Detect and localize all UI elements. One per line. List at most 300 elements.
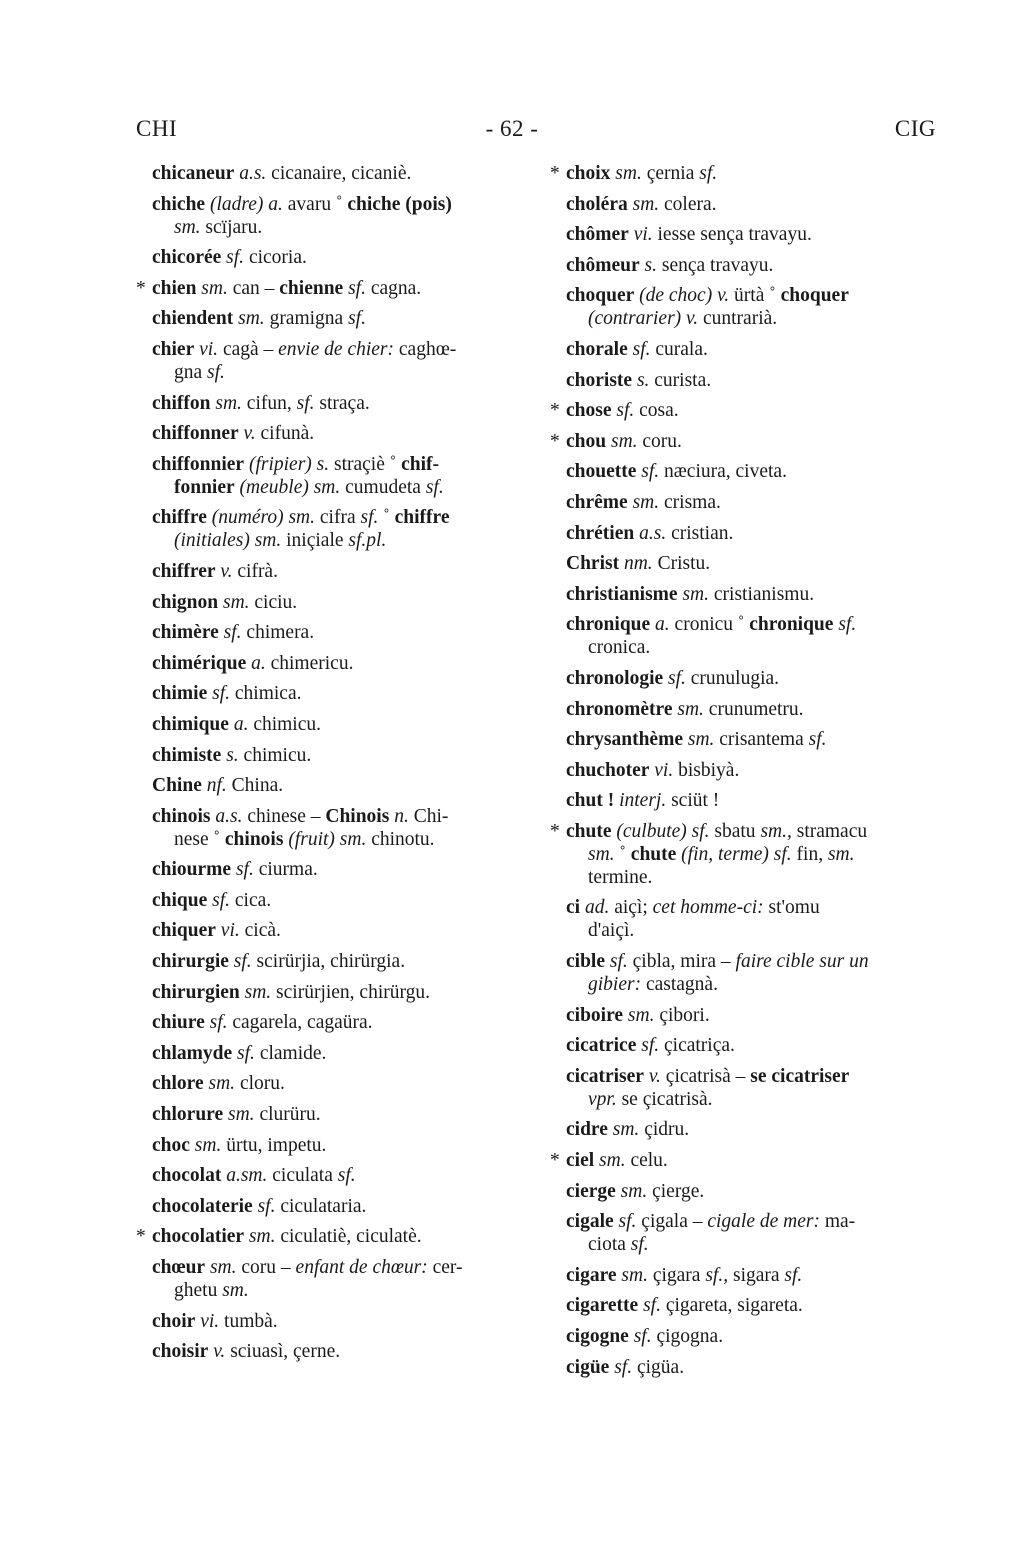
right-column bbox=[550, 162, 942, 1386]
headword: chicaneur bbox=[152, 163, 235, 184]
headword: cidre bbox=[566, 1119, 608, 1141]
grammar-label: sf.pl. bbox=[348, 530, 387, 552]
grammar-label: sm. bbox=[677, 583, 709, 605]
headword: chuchoter bbox=[566, 759, 650, 781]
headword: chute bbox=[630, 843, 677, 865]
entry-continuation-line bbox=[566, 307, 942, 330]
dictionary-entry bbox=[136, 1072, 528, 1095]
grammar-label: (ladre) a. bbox=[205, 193, 283, 215]
entry-continuation-line bbox=[566, 843, 942, 866]
headword: ciboire bbox=[566, 1004, 624, 1026]
entry-first-line bbox=[566, 951, 869, 972]
translation-text: sciüt ! bbox=[666, 790, 720, 812]
header-left-guideword: CHI bbox=[136, 116, 178, 141]
dictionary-entry bbox=[550, 1325, 942, 1348]
translation-text: crisma. bbox=[659, 491, 721, 513]
headword: chimérique bbox=[152, 652, 247, 674]
entry-first-line bbox=[566, 614, 856, 635]
entry-continuation-line bbox=[566, 919, 942, 942]
header-right-guideword: CIG bbox=[894, 116, 936, 141]
translation-text: clamide. bbox=[254, 1042, 327, 1064]
headword: chiffonner bbox=[152, 423, 239, 445]
grammar-label: sm. bbox=[594, 1150, 626, 1172]
headword: chocolaterie bbox=[152, 1195, 253, 1217]
grammar-label: sf. bbox=[784, 1264, 803, 1286]
dictionary-entry bbox=[136, 1256, 528, 1302]
headword: chorale bbox=[566, 338, 628, 360]
translation-text: China. bbox=[226, 775, 284, 797]
headword: chiffonnier bbox=[152, 453, 245, 475]
entry-first-line bbox=[566, 1326, 723, 1347]
grammar-label: sf. bbox=[627, 338, 651, 360]
headword: chlorure bbox=[152, 1104, 224, 1126]
translation-text: cumudeta bbox=[340, 476, 426, 498]
translation-text: ciciu. bbox=[249, 591, 298, 613]
entry-first-line bbox=[566, 400, 679, 421]
dictionary-entry bbox=[550, 193, 942, 216]
translation-text: cifra bbox=[315, 507, 361, 529]
grammar-label: enfant de chœur: bbox=[295, 1257, 428, 1278]
grammar-label: sm. bbox=[623, 1004, 655, 1026]
headword: chignon bbox=[152, 591, 219, 613]
dictionary-entry bbox=[550, 1180, 942, 1203]
translation-text: coru. bbox=[637, 430, 682, 452]
translation-text: cicanaire, cicaniè. bbox=[266, 163, 412, 184]
grammar-label: (fruit) sm. bbox=[283, 828, 367, 850]
translation-text: çicatriça. bbox=[659, 1035, 735, 1057]
translation-text: stramacu bbox=[791, 820, 868, 842]
translation-text: curala. bbox=[650, 338, 708, 360]
headword: chlore bbox=[152, 1073, 204, 1095]
dictionary-entry bbox=[550, 698, 942, 721]
asterisk-marker: * bbox=[550, 820, 560, 842]
headword: choix bbox=[566, 163, 611, 184]
grammar-label: sf. bbox=[613, 1211, 637, 1233]
headword: choléra bbox=[566, 193, 628, 215]
entry-first-line bbox=[152, 1043, 326, 1064]
grammar-label: a.sm. bbox=[221, 1165, 268, 1187]
entry-first-line bbox=[152, 745, 311, 766]
headword: cierge bbox=[566, 1180, 616, 1202]
translation-text: crisantema bbox=[714, 729, 809, 751]
translation-text: çigala – bbox=[636, 1211, 708, 1233]
grammar-label: sm. bbox=[205, 1257, 237, 1278]
grammar-label: sf. bbox=[699, 163, 718, 184]
headword: chirurgie bbox=[152, 951, 229, 973]
entry-first-line bbox=[152, 714, 321, 735]
translation-text: cronicu ˚ bbox=[669, 614, 750, 636]
headword: cigare bbox=[566, 1264, 617, 1286]
grammar-label: a. bbox=[650, 614, 670, 636]
headword: chronique bbox=[566, 614, 651, 636]
entry-continuation-line bbox=[152, 1279, 528, 1302]
grammar-label: sf. bbox=[252, 1195, 276, 1217]
grammar-label: ad. bbox=[580, 897, 610, 919]
headword: chômer bbox=[566, 224, 629, 246]
translation-text: sciuasì, çerne. bbox=[225, 1341, 341, 1363]
translation-text: straçiè ˚ bbox=[329, 453, 402, 475]
dictionary-entry bbox=[136, 889, 528, 912]
translation-text: næciura, civeta. bbox=[659, 461, 787, 483]
dictionary-entry bbox=[136, 744, 528, 767]
grammar-label: a. bbox=[228, 713, 249, 735]
dictionary-entry bbox=[136, 277, 528, 300]
grammar-label: (numéro) sm. bbox=[206, 507, 316, 529]
grammar-label: sf. bbox=[636, 1035, 660, 1057]
grammar-label: (de choc) v. bbox=[634, 285, 730, 307]
grammar-label: sm. bbox=[606, 430, 638, 452]
entry-first-line bbox=[152, 806, 448, 827]
grammar-label: vi. bbox=[195, 1310, 220, 1332]
headword: chiche (pois) bbox=[347, 193, 452, 215]
grammar-label: sm. bbox=[196, 277, 228, 299]
entry-first-line bbox=[566, 339, 708, 360]
grammar-label: nf. bbox=[201, 775, 227, 797]
headword: cigale bbox=[566, 1211, 614, 1233]
grammar-label: sf. bbox=[231, 859, 254, 881]
dictionary-entry bbox=[550, 430, 942, 453]
translation-text: sbatu bbox=[709, 820, 761, 842]
grammar-label: gibier: bbox=[588, 974, 642, 996]
dictionary-entry bbox=[550, 1356, 942, 1379]
grammar-label: v. bbox=[238, 423, 256, 445]
grammar-label: (contrarier) v. bbox=[588, 308, 699, 330]
headword: christianisme bbox=[566, 583, 678, 605]
translation-text: sigara bbox=[728, 1264, 785, 1286]
grammar-label: sm. bbox=[627, 193, 660, 215]
grammar-label: sf. bbox=[808, 729, 827, 751]
dictionary-entry bbox=[136, 453, 528, 499]
entry-first-line bbox=[566, 285, 849, 306]
translation-text: d'aiçì. bbox=[588, 920, 635, 942]
grammar-label: s. bbox=[221, 744, 239, 766]
dictionary-entry bbox=[136, 682, 528, 705]
entry-first-line bbox=[152, 507, 450, 528]
dictionary-entry bbox=[136, 1164, 528, 1187]
grammar-label: sf. bbox=[638, 1295, 661, 1317]
grammar-label: sf. bbox=[337, 1165, 356, 1187]
translation-text: castagnà. bbox=[641, 974, 718, 996]
translation-text: ürtà ˚ bbox=[729, 285, 781, 307]
grammar-label: sf. bbox=[207, 683, 230, 705]
entry-first-line bbox=[152, 951, 405, 972]
grammar-label: sm. bbox=[627, 491, 660, 513]
entry-first-line bbox=[566, 821, 867, 842]
grammar-label: sm., bbox=[760, 820, 792, 842]
entry-first-line bbox=[152, 423, 314, 444]
translation-text: cifun, bbox=[241, 392, 297, 414]
headword: choisir bbox=[152, 1341, 209, 1363]
headword: chocolatier bbox=[152, 1226, 245, 1248]
translation-text: ciculataria. bbox=[275, 1195, 367, 1217]
grammar-label: sf. bbox=[218, 622, 242, 644]
translation-text: çernia bbox=[641, 163, 700, 184]
translation-text: cosa. bbox=[634, 400, 679, 422]
translation-text: çierge. bbox=[647, 1180, 705, 1202]
entry-first-line bbox=[152, 653, 353, 674]
grammar-label: cigale de mer: bbox=[707, 1211, 820, 1233]
grammar-label: sf., bbox=[705, 1264, 729, 1286]
grammar-label: sf. bbox=[228, 951, 252, 973]
translation-text: st'omu bbox=[763, 897, 820, 919]
grammar-label: s. bbox=[632, 369, 650, 391]
headword: chinois bbox=[224, 828, 284, 850]
translation-text: nese ˚ bbox=[174, 828, 225, 850]
entry-first-line bbox=[152, 1196, 366, 1217]
entry-first-line bbox=[566, 1181, 704, 1202]
headword: chiffrer bbox=[152, 560, 216, 582]
headword: cigarette bbox=[566, 1295, 639, 1317]
grammar-label: sf. bbox=[425, 476, 444, 498]
entry-first-line bbox=[152, 1341, 340, 1362]
entry-first-line bbox=[566, 461, 787, 482]
grammar-label: vi. bbox=[215, 920, 240, 942]
headword: choriste bbox=[566, 369, 633, 391]
translation-text: chinotu. bbox=[366, 828, 435, 850]
grammar-label: sf. bbox=[628, 1326, 652, 1347]
entry-first-line bbox=[566, 729, 827, 750]
translation-text: çicatrisà – bbox=[660, 1065, 751, 1087]
translation-text: cagà – bbox=[218, 338, 279, 360]
grammar-label: sf. bbox=[204, 1012, 228, 1034]
entry-first-line bbox=[152, 859, 318, 880]
headword: chômeur bbox=[566, 254, 640, 276]
headword: chien bbox=[152, 277, 197, 299]
headword: chouette bbox=[566, 461, 637, 483]
entry-first-line bbox=[152, 194, 452, 215]
dictionary-entry bbox=[136, 919, 528, 942]
entry-first-line bbox=[566, 760, 739, 781]
translation-text: cagna. bbox=[365, 277, 422, 299]
grammar-label: nm. bbox=[619, 553, 653, 575]
asterisk-marker: * bbox=[550, 430, 560, 452]
dictionary-entry bbox=[550, 1210, 942, 1256]
entry-first-line bbox=[566, 1035, 735, 1056]
dictionary-entry bbox=[550, 522, 942, 545]
grammar-label: sm. bbox=[189, 1134, 222, 1156]
entry-continuation-line bbox=[152, 361, 528, 384]
entry-continuation-line bbox=[566, 1088, 942, 1111]
headword: chiourme bbox=[152, 859, 232, 881]
grammar-label: sf. bbox=[232, 1042, 255, 1064]
dictionary-entry bbox=[550, 162, 942, 185]
dictionary-entry bbox=[136, 621, 528, 644]
dictionary-entry bbox=[550, 460, 942, 483]
translation-text: cloru. bbox=[235, 1073, 285, 1095]
grammar-label: sf. bbox=[221, 247, 245, 269]
headword: chimiste bbox=[152, 744, 222, 766]
headword: cigüe bbox=[566, 1356, 610, 1378]
entry-first-line bbox=[566, 553, 710, 574]
headword: chrême bbox=[566, 491, 628, 513]
grammar-label: sf. bbox=[207, 361, 225, 383]
dictionary-entry bbox=[550, 369, 942, 392]
headword: cigogne bbox=[566, 1326, 629, 1347]
grammar-label: vi. bbox=[628, 224, 653, 246]
entry-first-line bbox=[566, 431, 682, 452]
headword: chiure bbox=[152, 1012, 205, 1034]
entry-first-line bbox=[152, 247, 307, 268]
dictionary-entry bbox=[136, 506, 528, 552]
grammar-label: (fin, terme) sf. bbox=[676, 843, 792, 865]
grammar-label: sm. bbox=[607, 1119, 640, 1141]
dictionary-entry bbox=[550, 1264, 942, 1287]
translation-text: çigüa. bbox=[632, 1356, 685, 1378]
dictionary-entry bbox=[550, 491, 942, 514]
grammar-label: sm. bbox=[203, 1073, 236, 1095]
translation-text: colera. bbox=[659, 193, 717, 215]
entry-first-line bbox=[566, 1211, 855, 1232]
asterisk-marker: * bbox=[550, 1150, 560, 1172]
translation-text: scirürjia, chirürgia. bbox=[251, 951, 406, 973]
headword: chif- bbox=[401, 453, 440, 475]
dictionary-entry bbox=[550, 728, 942, 751]
dictionary-entry bbox=[550, 667, 942, 690]
entry-first-line bbox=[566, 370, 711, 391]
left-column bbox=[136, 162, 528, 1371]
dictionary-entry bbox=[550, 583, 942, 606]
translation-text: ciculata bbox=[267, 1165, 338, 1187]
headword: chinois bbox=[152, 805, 211, 827]
headword: chose bbox=[566, 400, 612, 422]
headword: chou bbox=[566, 430, 607, 452]
entry-first-line bbox=[566, 1357, 684, 1378]
entry-first-line bbox=[566, 1119, 689, 1140]
headword: chiffre bbox=[152, 507, 207, 529]
entry-first-line bbox=[152, 775, 283, 796]
headword: chimique bbox=[152, 713, 229, 735]
headword: chique bbox=[152, 889, 208, 911]
dictionary-entry bbox=[136, 774, 528, 797]
dictionary-entry bbox=[550, 789, 942, 812]
entry-first-line bbox=[152, 393, 370, 414]
asterisk-marker: * bbox=[550, 163, 560, 184]
dictionary-entry bbox=[550, 338, 942, 361]
entry-first-line bbox=[566, 790, 719, 811]
translation-text: crunumetru. bbox=[703, 698, 804, 720]
translation-text: cuntrarià. bbox=[698, 308, 778, 330]
translation-text: Cristu. bbox=[652, 553, 711, 575]
grammar-label: a. bbox=[246, 652, 266, 674]
entry-first-line bbox=[566, 492, 721, 513]
grammar-label: (fripier) s. bbox=[244, 453, 330, 475]
translation-text: chimericu. bbox=[265, 652, 354, 674]
headword: chrétien bbox=[566, 522, 635, 544]
translation-text: chimicu. bbox=[248, 713, 322, 735]
grammar-label: v. bbox=[208, 1341, 226, 1363]
translation-text: caghœ- bbox=[394, 338, 457, 360]
translation-text: cristian. bbox=[666, 522, 734, 544]
entry-continuation-line bbox=[566, 636, 942, 659]
grammar-label: cet homme-ci: bbox=[652, 897, 764, 919]
headword: choc bbox=[152, 1134, 190, 1156]
grammar-label: sf. bbox=[630, 1234, 649, 1256]
headword: chrysanthème bbox=[566, 729, 683, 751]
entry-first-line bbox=[566, 1265, 802, 1286]
headword: chienne bbox=[279, 277, 344, 299]
entry-first-line bbox=[152, 308, 366, 329]
grammar-label: sm. bbox=[615, 1180, 648, 1202]
translation-text: ghetu bbox=[174, 1280, 223, 1301]
dictionary-entry bbox=[550, 254, 942, 277]
asterisk-marker: * bbox=[550, 400, 560, 422]
translation-text: aiçì; bbox=[609, 897, 653, 919]
dictionary-entry bbox=[136, 246, 528, 269]
translation-text: avaru ˚ bbox=[282, 193, 348, 215]
translation-text: ciota bbox=[588, 1234, 631, 1256]
grammar-label: vi. bbox=[194, 338, 219, 360]
entry-first-line bbox=[152, 278, 421, 299]
translation-text: cicà. bbox=[239, 920, 281, 942]
dictionary-entry bbox=[136, 858, 528, 881]
grammar-label: sm. bbox=[174, 216, 201, 238]
grammar-label: s. bbox=[639, 254, 657, 276]
grammar-label: sf. bbox=[343, 277, 366, 299]
grammar-label: sf. bbox=[348, 308, 366, 330]
translation-text: se çicatrisà. bbox=[616, 1088, 713, 1110]
translation-text: cer- bbox=[427, 1257, 463, 1278]
translation-text: sença travayu. bbox=[657, 254, 774, 276]
grammar-label: faire cible sur un bbox=[735, 951, 869, 973]
entry-continuation-line bbox=[152, 476, 528, 499]
translation-text: gramigna bbox=[264, 308, 349, 330]
dictionary-entry bbox=[136, 1195, 528, 1218]
translation-text: ciurma. bbox=[253, 859, 318, 881]
headword: ciel bbox=[566, 1150, 595, 1172]
headword: chimère bbox=[152, 622, 219, 644]
headword: Chinois bbox=[325, 805, 390, 827]
grammar-label: sm. bbox=[223, 1104, 255, 1126]
dictionary-entry bbox=[136, 162, 528, 185]
grammar-label: sf. bbox=[636, 461, 660, 483]
headword: chiffre bbox=[394, 507, 450, 529]
translation-text: cronica. bbox=[588, 637, 651, 659]
dictionary-entry bbox=[136, 591, 528, 614]
grammar-label: n. bbox=[389, 805, 409, 827]
entry-continuation-line bbox=[152, 529, 528, 552]
dictionary-entry bbox=[136, 422, 528, 445]
grammar-label: sf. bbox=[296, 392, 315, 414]
dictionary-entry bbox=[550, 223, 942, 246]
grammar-label: v. bbox=[643, 1065, 661, 1087]
translation-text: tumbà. bbox=[219, 1310, 278, 1332]
entry-first-line bbox=[152, 1257, 462, 1278]
entry-first-line bbox=[566, 163, 717, 184]
translation-text: cristianismu. bbox=[709, 583, 815, 605]
grammar-label: sm. bbox=[616, 1264, 648, 1286]
headword: fonnier bbox=[174, 476, 235, 498]
dictionary-entry bbox=[550, 284, 942, 330]
entry-first-line bbox=[152, 890, 271, 911]
headword: cicatrice bbox=[566, 1035, 637, 1057]
translation-text: cifrà. bbox=[232, 560, 278, 582]
grammar-label: sf. bbox=[833, 614, 857, 636]
translation-text: ˚ bbox=[378, 507, 395, 529]
translation-text: iniçiale bbox=[281, 530, 349, 552]
translation-text: çigogna. bbox=[651, 1326, 724, 1347]
headword: chimie bbox=[152, 683, 208, 705]
translation-text: çigareta, sigareta. bbox=[660, 1295, 803, 1317]
headword: choquer bbox=[780, 285, 849, 307]
dictionary-entry bbox=[136, 1011, 528, 1034]
translation-text: celu. bbox=[625, 1150, 668, 1172]
headword: Christ bbox=[566, 553, 620, 575]
translation-text: cica. bbox=[230, 889, 272, 911]
grammar-label: vpr. bbox=[588, 1088, 617, 1110]
headword: choquer bbox=[566, 285, 635, 307]
entry-first-line bbox=[152, 622, 314, 643]
translation-text: chimicu. bbox=[238, 744, 312, 766]
